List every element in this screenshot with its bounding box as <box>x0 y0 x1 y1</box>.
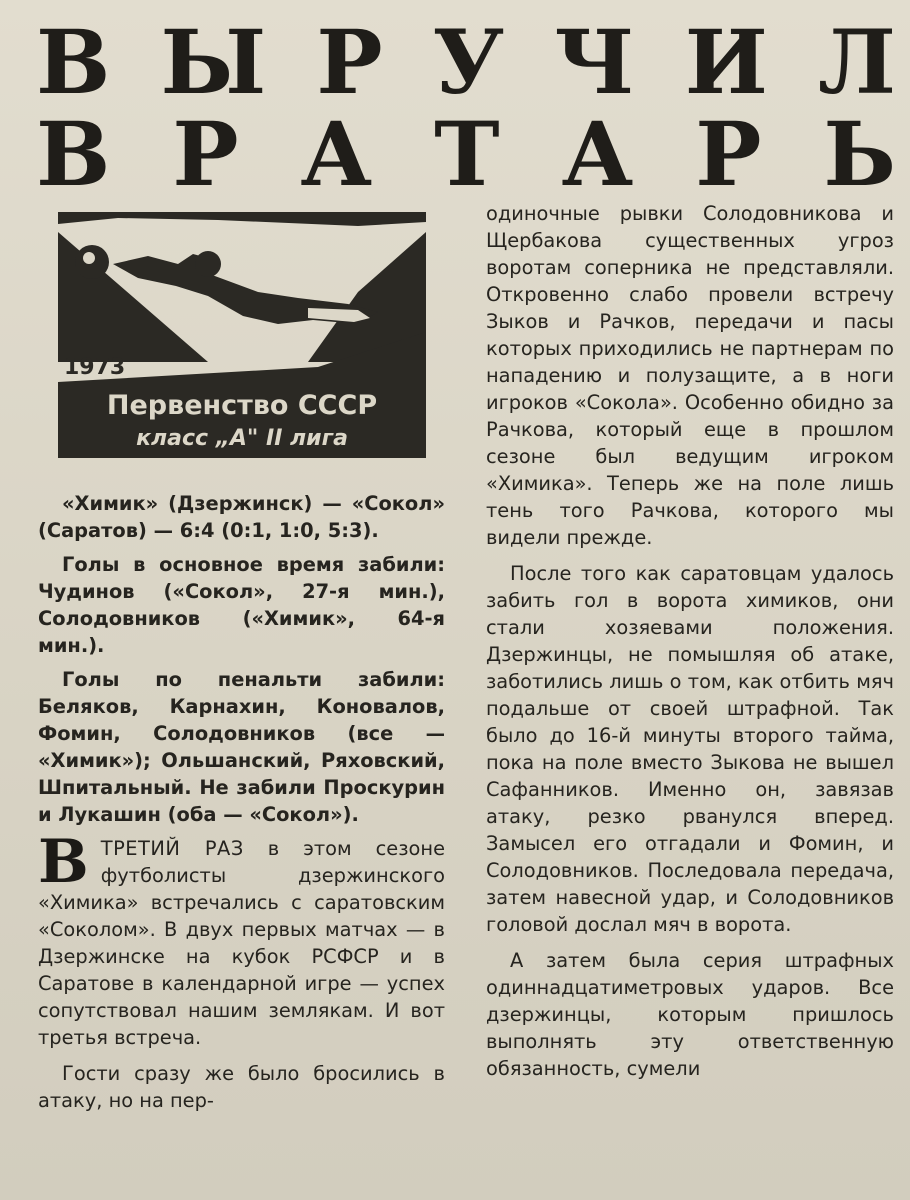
goalkeeper-emblem-graphic <box>58 212 426 458</box>
article-body-left <box>38 827 445 1114</box>
headline-letter: Р <box>316 10 383 114</box>
headline-letter: А <box>561 102 634 206</box>
paragraph-text: в этом сезоне футболисты дзержинского «Химика» встречались с саратовским «Соколом». В двух первых матчах — в Дзержинске на кубок РСФСР и в Саратове в календарной игре — успех сопутствовал нашим землякам. И вот третья встреча. <box>38 837 445 1049</box>
headline-line-1 <box>36 10 896 114</box>
headline <box>36 10 896 206</box>
headline-line-2 <box>36 102 896 206</box>
lead-caps: ТРЕТИЙ РАЗ <box>100 837 244 860</box>
article-paragraph: одиночные рывки Солодовникова и Щербакова существенных угроз воротам соперника не представляли. Откровенно слабо провели встречу Зыков и Рачков, передачи и пасы которых приходились не партнерам по нападению и полузащите, а в ноги игроков «Сокола». Особенно обидно за Рачкова, который еще в прошлом сезоне был ведущим игроком «Химика». Теперь же на поле лишь тень того Рачкова, которого мы видели прежде. <box>486 202 894 549</box>
headline-letter: Ы <box>160 10 267 114</box>
ball-highlight <box>83 252 95 264</box>
headline-letter: Ь <box>823 102 896 206</box>
article-paragraph <box>38 827 445 1051</box>
emblem-year: 1973 <box>64 355 126 380</box>
regular-time-goals: Голы в основное время забили: Чудинов («Сокол», 27-я мин.), Солодовников («Химик», 64-я мин.). <box>38 553 445 657</box>
match-summary <box>38 490 445 828</box>
headline-letter: В <box>36 10 111 114</box>
emblem-title: Первенство СССР <box>106 390 378 421</box>
emblem-top-band <box>58 212 426 226</box>
headline-letter: Р <box>695 102 762 206</box>
headline-letter: У <box>432 10 505 114</box>
emblem-subtitle: класс „А" II лига <box>136 426 348 451</box>
article-paragraph: После того как саратовцам удалось забить гол в ворота химиков, они стали хозяевами положения. Дзержинцы, не помышляя об атаке, заботились лишь о том, как отбить мяч подальше от своей штрафной. Так было до 16-й минуты второго тайма, пока на поле вместо Зыкова не вышел Сафанников. Именно он, завязав атаку, резко рванулся вперед. Замысел его отгадали и Фомин, и Солодовников. Последовала передача, затем навесной удар, и Солодовников головой дослал мяч в ворота. <box>486 562 894 936</box>
article-paragraph: А затем была серия штрафных одиннадцатиметровых ударов. Все дзержинцы, которым пришлось выполнять эту ответственную обязанность, сумели <box>486 949 894 1080</box>
headline-letter: Ч <box>554 10 635 114</box>
right-column <box>486 200 894 1091</box>
article-paragraph: Гости сразу же было бросились в атаку, но на пер- <box>38 1062 445 1112</box>
penalty-goals: Голы по пенальти забили: Беляков, Карнахин, Коновалов, Фомин, Солодовников (все — «Химик»); Ольшанский, Ряховский, Шпитальный. Не забили Проскурин и Лукашин (оба — «Сокол»). <box>38 668 445 826</box>
headline-letter: Р <box>172 102 239 206</box>
left-column <box>38 490 445 1123</box>
headline-letter: В <box>36 102 111 206</box>
headline-letter: И <box>684 10 768 114</box>
match-result: «Химик» (Дзержинск) — «Сокол» (Саратов) — 6:4 (0:1, 1:0, 5:3). <box>38 492 445 542</box>
headline-letter: Т <box>434 102 500 206</box>
headline-letter: А <box>300 102 373 206</box>
championship-emblem <box>58 212 426 458</box>
headline-letter: Л <box>818 10 896 114</box>
goalkeeper-head <box>195 251 221 277</box>
drop-cap: В <box>38 827 89 897</box>
